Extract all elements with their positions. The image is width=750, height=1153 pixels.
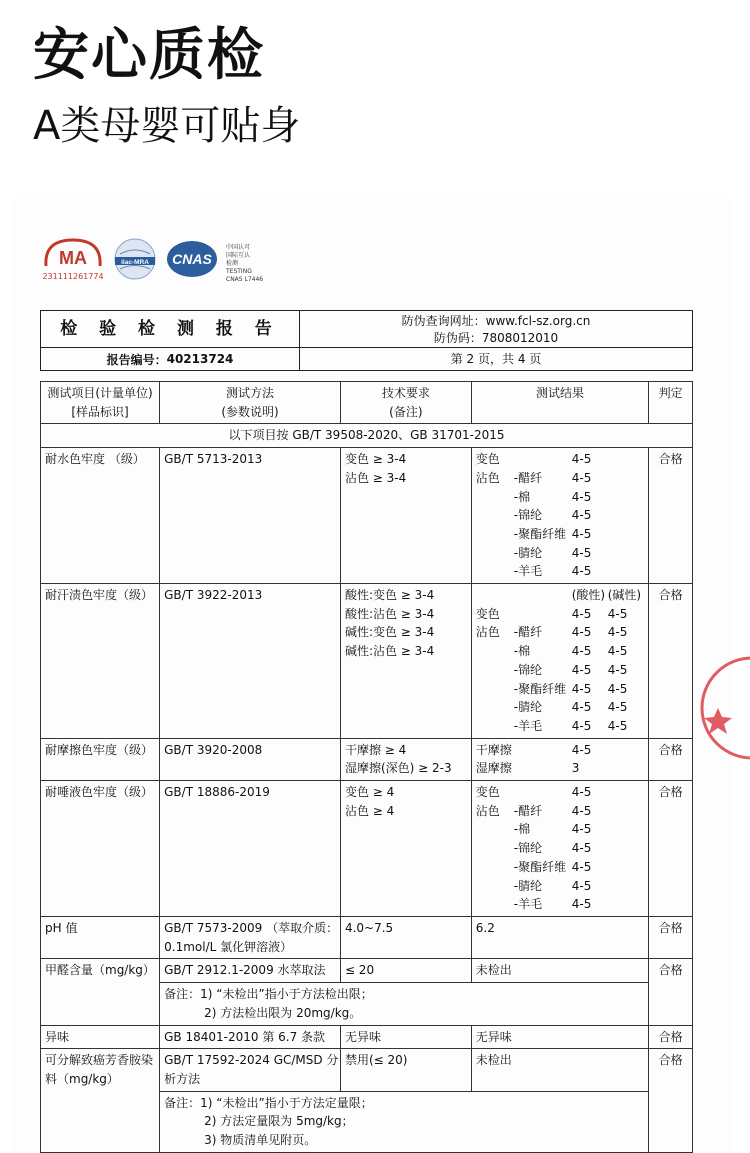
result-line <box>476 469 645 488</box>
result-value: 4-5 <box>607 681 628 696</box>
result-value: 3 <box>571 761 580 776</box>
result-value: 4-5 <box>571 606 592 621</box>
text-line: 禁用(≤ 20) <box>344 1053 408 1068</box>
result-value <box>476 698 514 717</box>
table-row <box>41 448 693 584</box>
result-value <box>514 450 572 469</box>
result-value: 4-5 <box>607 625 628 640</box>
text-line: 耐水色牢度 （级） <box>45 452 145 467</box>
verdict-cell: 合格 <box>649 738 693 780</box>
result-value <box>514 783 572 802</box>
verdict-cell: 合格 <box>649 448 693 584</box>
result-value: 4-5 <box>607 606 628 621</box>
text-line: 酸性:变色 ≥ 3-4 <box>344 588 435 603</box>
text-line: 变色 ≥ 3-4 <box>344 452 407 467</box>
header-item: 测试项目(计量单位) [样品标识] <box>41 382 160 424</box>
requirement-cell <box>340 1049 471 1091</box>
result-value: 4-5 <box>607 700 628 715</box>
text-line: 0.1mol/L 氯化钾溶液） <box>164 939 293 954</box>
text-line: 料（mg/kg） <box>45 1071 119 1086</box>
test-item-cell <box>41 448 160 584</box>
result-value: (酸性) <box>571 588 606 603</box>
result-value: 4-5 <box>571 841 592 856</box>
result-value: 4-5 <box>607 718 628 733</box>
result-value: -醋纤 <box>513 470 543 485</box>
result-value: -锦纶 <box>513 841 543 856</box>
report-header <box>40 310 693 371</box>
result-line <box>476 488 645 507</box>
text-line: 沾色 ≥ 4 <box>344 803 395 818</box>
text-line: 干摩擦 ≥ 4 <box>344 742 407 757</box>
header-requirement: 技术要求 (备注) <box>340 382 471 424</box>
test-results-table <box>40 381 693 1153</box>
result-value <box>476 895 514 914</box>
text-line: 耐唾液色牢度（级） <box>45 785 154 800</box>
result-value: 沾色 <box>475 625 500 640</box>
result-line <box>476 839 645 858</box>
ilac-logo-icon <box>112 236 158 282</box>
result-line <box>476 623 645 642</box>
text-line: GB/T 2912.1-2009 水萃取法 <box>164 963 326 978</box>
result-value <box>476 680 514 699</box>
table-header-row <box>41 382 693 424</box>
result-value <box>514 741 572 760</box>
cnas-description: 中国认可 国际互认 检测 TESTING CNAS L7446 <box>226 244 264 283</box>
test-method-cell <box>160 738 341 780</box>
result-value <box>476 562 514 581</box>
result-cell <box>471 738 649 780</box>
header-verdict: 判定 <box>649 382 693 424</box>
test-method-cell <box>160 1025 341 1049</box>
result-cell <box>471 781 649 917</box>
requirement-cell <box>340 448 471 584</box>
result-value: 4-5 <box>571 878 592 893</box>
result-value <box>476 839 514 858</box>
result-value: 沾色 <box>475 803 500 818</box>
text-line: GB/T 17592-2024 GC/MSD 分 <box>164 1053 339 1068</box>
result-line <box>476 895 645 914</box>
verdict-cell: 合格 <box>649 916 693 958</box>
result-value: -聚酯纤维 <box>513 526 567 541</box>
result-value: -锦纶 <box>513 508 543 523</box>
test-item-cell <box>41 1049 160 1153</box>
text-line: ≤ 20 <box>344 963 375 978</box>
cnas-mark-text: CNAS <box>172 251 212 267</box>
report-title: 检 验 检 测 报 告 <box>41 311 300 347</box>
result-value: -羊毛 <box>513 564 543 579</box>
test-item-cell <box>41 584 160 739</box>
verify-url: 防伪查询网址：www.fcl-sz.org.cn <box>401 314 591 328</box>
result-value <box>476 642 514 661</box>
result-line <box>476 717 645 736</box>
text-line: GB/T 18886-2019 <box>164 785 270 800</box>
text-line: 酸性:沾色 ≥ 3-4 <box>344 606 435 621</box>
result-value: 4-5 <box>571 859 592 874</box>
text-line: GB/T 3920-2008 <box>164 742 263 757</box>
note-cell <box>160 983 649 1025</box>
result-value: 4-5 <box>571 470 592 485</box>
hero-subtitle: A类母婴可贴身 <box>33 103 301 149</box>
result-cell <box>471 1025 649 1049</box>
result-value: 4-5 <box>571 545 592 560</box>
table-row <box>41 1049 693 1091</box>
result-value: -羊毛 <box>513 897 543 912</box>
note-line: 备注：1) “未检出”指小于方法检出限； <box>164 987 373 1002</box>
result-value: 4-5 <box>571 526 592 541</box>
result-value: 变色 <box>475 606 500 621</box>
result-cell <box>471 1049 649 1091</box>
cnas-logo-icon <box>166 236 218 282</box>
text-line: 碱性:变色 ≥ 3-4 <box>344 625 435 640</box>
hero-title: 安心质检 <box>33 23 265 88</box>
result-line <box>476 680 645 699</box>
text-line: 碱性:沾色 ≥ 3-4 <box>344 644 435 659</box>
result-value: -羊毛 <box>513 718 543 733</box>
result-value <box>514 759 572 778</box>
table-row <box>41 781 693 917</box>
table-row <box>41 584 693 739</box>
verdict-cell: 合格 <box>649 584 693 739</box>
result-value <box>476 717 514 736</box>
result-value: 变色 <box>475 452 500 467</box>
requirement-cell <box>340 738 471 780</box>
text-line: pH 值 <box>45 920 78 935</box>
result-value <box>476 661 514 680</box>
result-value: -棉 <box>513 489 531 504</box>
text-line: 无异味 <box>475 1029 512 1044</box>
anti-counterfeit-info <box>300 311 692 347</box>
result-value: 4-5 <box>571 564 592 579</box>
text-line: 6.2 <box>475 920 495 935</box>
test-method-cell <box>160 959 341 983</box>
result-line <box>476 661 645 680</box>
test-item-cell <box>41 738 160 780</box>
result-value: 变色 <box>475 785 500 800</box>
result-value: -棉 <box>513 822 531 837</box>
text-line: 未检出 <box>475 1053 512 1068</box>
verdict-cell: 合格 <box>649 959 693 1025</box>
standard-line: 以下项目按 GB/T 39508-2020、GB 31701-2015 <box>41 424 693 448</box>
test-method-cell <box>160 781 341 917</box>
result-value: 湿摩擦 <box>475 761 512 776</box>
header-method: 测试方法 (参数说明) <box>160 382 341 424</box>
ma-text: MA <box>59 248 87 268</box>
result-line <box>476 450 645 469</box>
result-cell <box>471 916 649 958</box>
requirement-cell <box>340 916 471 958</box>
result-line <box>476 858 645 877</box>
test-item-cell <box>41 781 160 917</box>
result-line <box>476 506 645 525</box>
result-line <box>476 562 645 581</box>
text-line: 耐汗渍色牢度（级） <box>45 588 154 603</box>
result-value <box>476 858 514 877</box>
note-line: 2) 方法定量限为 5mg/kg； <box>204 1114 354 1129</box>
result-value: 干摩擦 <box>475 742 512 757</box>
text-line: 可分解致癌芳香胺染 <box>45 1053 154 1068</box>
result-value <box>476 506 514 525</box>
note-line: 3) 物质清单见附页。 <box>204 1133 317 1148</box>
text-line: 甲醛含量（mg/kg） <box>45 963 155 978</box>
result-cell <box>471 959 649 983</box>
text-line: 析方法 <box>164 1071 201 1086</box>
result-value <box>514 605 572 624</box>
requirement-cell <box>340 781 471 917</box>
result-value <box>476 877 514 896</box>
result-cell <box>471 584 649 739</box>
result-cell <box>471 448 649 584</box>
page-info: 第 2 页，共 4 页 <box>450 352 542 366</box>
table-row <box>41 738 693 780</box>
text-line: GB/T 7573-2009 （萃取介质： <box>164 920 339 935</box>
result-line <box>476 802 645 821</box>
requirement-cell <box>340 584 471 739</box>
verdict-cell: 合格 <box>649 1025 693 1049</box>
result-line <box>476 741 645 760</box>
result-line <box>476 820 645 839</box>
test-report-document <box>12 198 732 1152</box>
test-method-cell <box>160 448 341 584</box>
requirement-cell <box>340 1025 471 1049</box>
result-value: 4-5 <box>607 662 628 677</box>
test-method-cell <box>160 916 341 958</box>
text-line: GB/T 5713-2013 <box>164 452 263 467</box>
official-seal-stamp <box>698 653 750 763</box>
result-value <box>476 586 514 605</box>
result-value <box>476 525 514 544</box>
result-value: 4-5 <box>571 700 592 715</box>
text-line: 无异味 <box>344 1029 381 1044</box>
result-value: -醋纤 <box>513 803 543 818</box>
table-row <box>41 959 693 983</box>
result-line <box>476 586 645 605</box>
result-line <box>476 698 645 717</box>
result-value: 4-5 <box>571 625 592 640</box>
text-line: GB/T 3922-2013 <box>164 588 263 603</box>
test-item-cell <box>41 1025 160 1049</box>
text-line: GB 18401-2010 第 6.7 条款 <box>164 1029 326 1044</box>
result-value: -醋纤 <box>513 625 543 640</box>
result-line <box>476 605 645 624</box>
result-value: 4-5 <box>571 681 592 696</box>
result-line <box>476 783 645 802</box>
result-value <box>476 820 514 839</box>
result-value <box>476 488 514 507</box>
cma-logo <box>42 236 104 281</box>
note-line: 2) 方法检出限为 20mg/kg。 <box>204 1005 362 1020</box>
result-value <box>476 544 514 563</box>
result-value: (碱性) <box>607 588 642 603</box>
text-line: 未检出 <box>475 963 512 978</box>
text-line: 耐摩擦色牢度（级） <box>45 742 154 757</box>
verify-code: 防伪码：7808012010 <box>433 331 559 345</box>
result-value: -腈纶 <box>513 545 543 560</box>
header-result: 测试结果 <box>471 382 649 424</box>
result-value: 4-5 <box>571 822 592 837</box>
text-line: 异味 <box>45 1029 70 1044</box>
result-value: -棉 <box>513 644 531 659</box>
verdict-cell: 合格 <box>649 781 693 917</box>
text-line: 湿摩擦(深色) ≥ 2-3 <box>344 761 452 776</box>
result-value: -聚酯纤维 <box>513 859 567 874</box>
ma-number: 231111261774 <box>42 272 104 281</box>
test-method-cell <box>160 1049 341 1091</box>
certification-logos <box>42 236 263 296</box>
cma-mark-icon <box>42 236 104 270</box>
test-method-cell <box>160 584 341 739</box>
verdict-cell: 合格 <box>649 1049 693 1153</box>
standard-row <box>41 424 693 448</box>
result-value: 4-5 <box>571 897 592 912</box>
result-value: 4-5 <box>571 718 592 733</box>
result-line <box>476 642 645 661</box>
result-value: 4-5 <box>571 489 592 504</box>
text-line: 4.0~7.5 <box>344 920 394 935</box>
result-value: 4-5 <box>571 742 592 757</box>
table-row <box>41 916 693 958</box>
result-value: 4-5 <box>571 452 592 467</box>
result-line <box>476 759 645 778</box>
ilac-text: ilac-MRA <box>121 259 149 266</box>
test-item-cell <box>41 916 160 958</box>
result-value: 4-5 <box>571 803 592 818</box>
test-item-cell <box>41 959 160 1025</box>
report-number: 报告编号： 40213724 <box>41 348 300 370</box>
result-value: 4-5 <box>607 644 628 659</box>
result-value: 沾色 <box>475 470 500 485</box>
result-value: 4-5 <box>571 662 592 677</box>
result-value: -腈纶 <box>513 700 543 715</box>
result-line <box>476 525 645 544</box>
text-line: 变色 ≥ 4 <box>344 785 395 800</box>
note-cell <box>160 1091 649 1152</box>
result-value: -聚酯纤维 <box>513 681 567 696</box>
note-line: 备注：1) “未检出”指小于方法定量限； <box>164 1095 373 1110</box>
result-line <box>476 544 645 563</box>
requirement-cell <box>340 959 471 983</box>
result-value <box>514 586 572 605</box>
text-line: 沾色 ≥ 3-4 <box>344 470 407 485</box>
result-value: 4-5 <box>571 785 592 800</box>
result-value: -锦纶 <box>513 662 543 677</box>
table-row <box>41 1025 693 1049</box>
result-value: 4-5 <box>571 508 592 523</box>
result-value: 4-5 <box>571 644 592 659</box>
result-value: -腈纶 <box>513 878 543 893</box>
result-line <box>476 877 645 896</box>
